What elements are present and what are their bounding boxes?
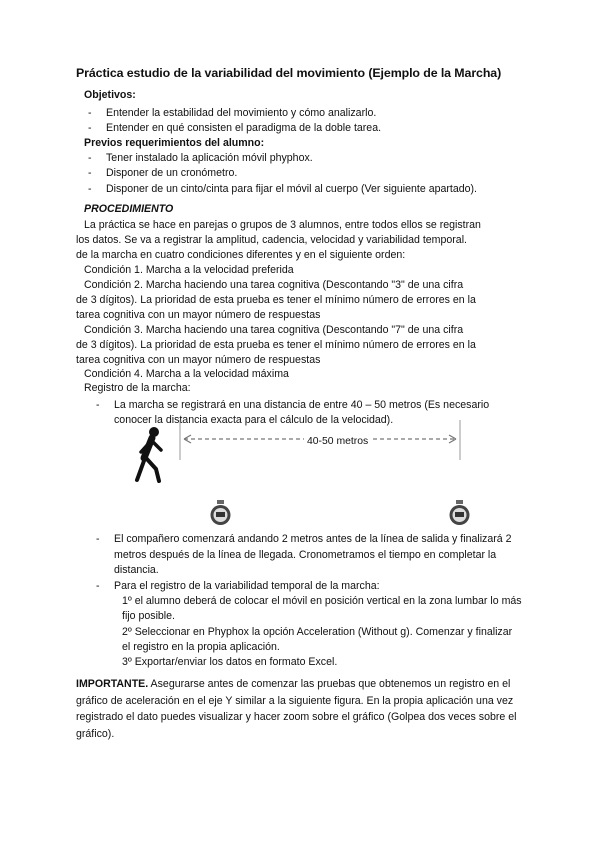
- procedure-heading: PROCEDIMIENTO: [84, 203, 174, 215]
- important-label: IMPORTANTE.: [76, 678, 149, 690]
- important-text: Asegurarse antes de comenzar las pruebas que obtenemos un registro en el gráfico de aceleración en el eje Y similar a la siguiente figura. En la propia aplicación una vez registrado el dato puedes visualizar y hacer zoom sobre el gráfico (Golpea dos veces sobre el gráfico).: [76, 678, 517, 740]
- walking-person-icon: [137, 427, 161, 481]
- condition-3: Condición 3. Marcha haciendo una tarea cognitiva (Descontando "7" de una cifra: [84, 324, 464, 336]
- distance-figure: [132, 420, 502, 530]
- procedure-line: tarea cognitiva con un mayor número de respuestas: [76, 309, 321, 321]
- step-2: 2º Seleccionar en Phyphox la opción Acceleration (Without g). Comenzar y finalizar el registro en la propia aplicación.: [122, 626, 513, 653]
- page-title: Práctica estudio de la variabilidad del movimiento (Ejemplo de la Marcha): [76, 66, 502, 80]
- step-1: 1º el alumno deberá de colocar el móvil en posición vertical en la zona lumbar lo más fijo posible.: [122, 595, 522, 622]
- procedure-line: de 3 dígitos). La prioridad de esta prueba es tener el mínimo número de errores en la: [76, 294, 476, 306]
- condition-2: Condición 2. Marcha haciendo una tarea cognitiva (Descontando "3" de una cifra: [84, 279, 464, 291]
- stopwatch-icon: [450, 500, 470, 525]
- distance-label: 40-50 metros: [304, 435, 371, 450]
- procedure-line: los datos. Se va a registrar la amplitud, cadencia, velocidad y variabilidad temporal.: [76, 234, 467, 246]
- procedure-line: de 3 dígitos). La prioridad de esta prueba es tener el mínimo número de errores en la: [76, 339, 476, 351]
- registro-heading: Registro de la marcha:: [84, 382, 191, 394]
- stopwatch-icon: [211, 500, 231, 525]
- procedure-line: La práctica se hace en parejas o grupos de 3 alumnos, entre todos ellos se registran: [84, 219, 481, 231]
- condition-1: Condición 1. Marcha a la velocidad preferida: [84, 264, 294, 276]
- procedure-line: tarea cognitiva con un mayor número de respuestas: [76, 354, 321, 366]
- requirements-heading: Previos requerimientos del alumno:: [84, 137, 265, 149]
- procedure-line: de la marcha en cuatro condiciones diferentes y en el siguiente orden:: [76, 249, 406, 261]
- important-paragraph: [76, 676, 524, 742]
- step-3: 3º Exportar/enviar los datos en formato Excel.: [122, 656, 338, 668]
- condition-4: Condición 4. Marcha a la velocidad máxima: [84, 368, 289, 380]
- objectives-heading: Objetivos:: [84, 89, 136, 101]
